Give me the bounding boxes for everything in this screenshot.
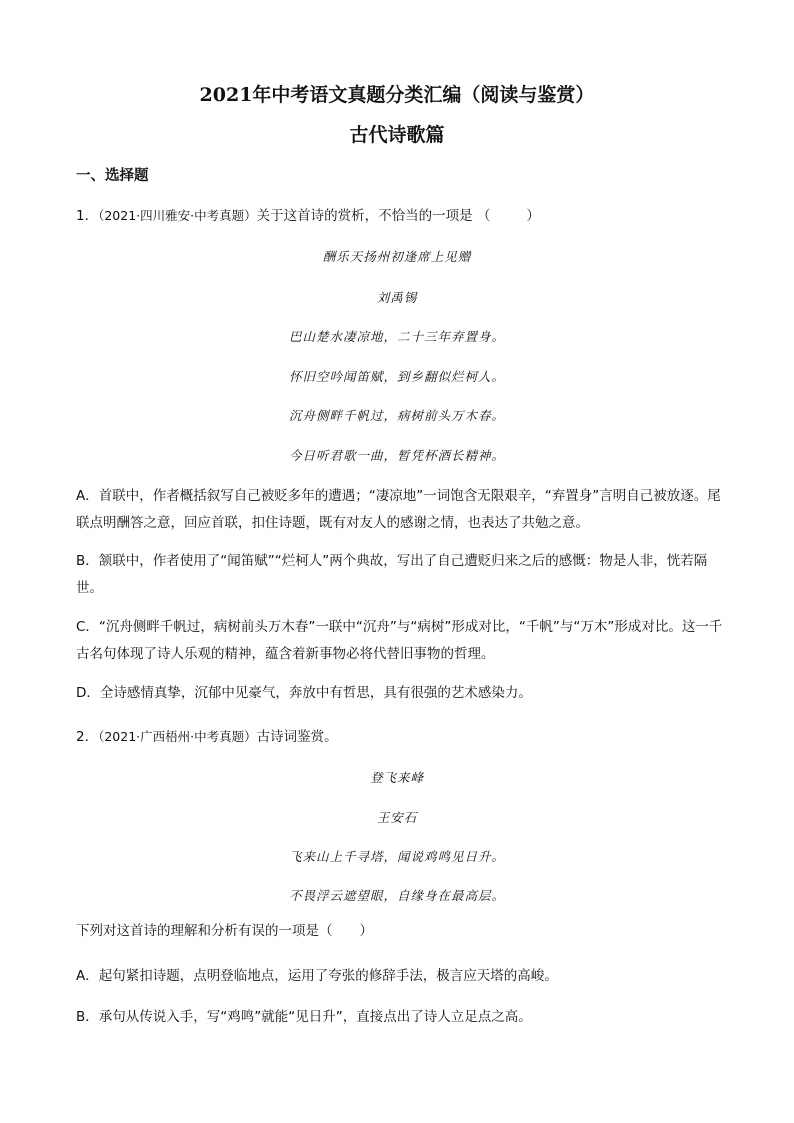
question-source: （2021·广西梧州·中考真题） [98, 729, 257, 744]
poem-title: 登飞来峰 [369, 770, 424, 785]
question-source: （2021·四川雅安·中考真题） [98, 208, 257, 223]
option-a: A．起句紧扣诗题，点明登临地点，运用了夸张的修辞手法，极言应天塔的高峻。 [76, 968, 558, 984]
question-text: 古诗词鉴赏。 [256, 729, 338, 745]
option-c: C．“沉舟侧畔千帆过，病树前头万木春”一联中“沉舟”与“病树”形成对比，“千帆”与“万木”形成对比。这一千古名句体现了诗人乐观的精神，蕴含着新事物必将代替旧事物的哲理。 [76, 619, 723, 662]
section-heading: 一、选择题 [76, 168, 149, 184]
poem-line: 不畏浮云遮望眼，自缘身在最高层。 [288, 888, 505, 903]
poem-title: 酬乐天扬州初逢席上见赠 [322, 249, 472, 264]
question-1-stem [76, 204, 540, 224]
poem-line: 飞来山上千寻塔，闻说鸡鸣见日升。 [288, 849, 505, 864]
poem-author: 王安石 [376, 810, 418, 825]
poem-line: 沉舟侧畔千帆过，病树前头万木春。 [288, 408, 505, 423]
poem-line: 巴山楚水凄凉地，二十三年弃置身。 [288, 329, 505, 344]
poem-author: 刘禹锡 [376, 290, 418, 305]
document-subtitle: 古代诗歌篇 [349, 124, 445, 146]
option-a: A．首联中，作者概括叙写自己被贬多年的遭遇；“凄凉地”一词饱含无限艰辛，“弃置身”言明自己被放逐。尾联点明酬答之意，回应首联，扣住诗题，既有对友人的感谢之情，也表达了共勉之意。 [76, 488, 721, 531]
poem-line: 怀旧空吟闻笛赋，到乡翻似烂柯人。 [288, 369, 505, 384]
answer-paren-open: （ [476, 208, 491, 224]
question-2-prompt: 下列对这首诗的理解和分析有误的一项是（ ） [76, 923, 373, 939]
question-text: 关于这首诗的赏析，不恰当的一项是 [256, 208, 473, 224]
answer-paren-close: ） [526, 208, 540, 224]
option-b: B．承句从传说入手，写“鸡鸣”就能“见日升”，直接点出了诗人立足点之高。 [76, 1009, 532, 1025]
option-b: B．颔联中，作者使用了“闻笛赋”“烂柯人”两个典故，写出了自己遭贬归来之后的感慨：物是人非，恍若隔世。 [76, 553, 708, 596]
poem-line: 今日听君歌一曲，暂凭杯酒长精神。 [288, 448, 505, 463]
question-number: 1． [76, 208, 99, 224]
option-d: D．全诗感情真挚，沉郁中见豪气，奔放中有哲思，具有很强的艺术感染力。 [76, 685, 532, 701]
document-title: 2021年中考语文真题分类汇编（阅读与鉴赏） [199, 84, 595, 106]
question-2-stem [76, 725, 338, 745]
question-number: 2． [76, 729, 99, 745]
